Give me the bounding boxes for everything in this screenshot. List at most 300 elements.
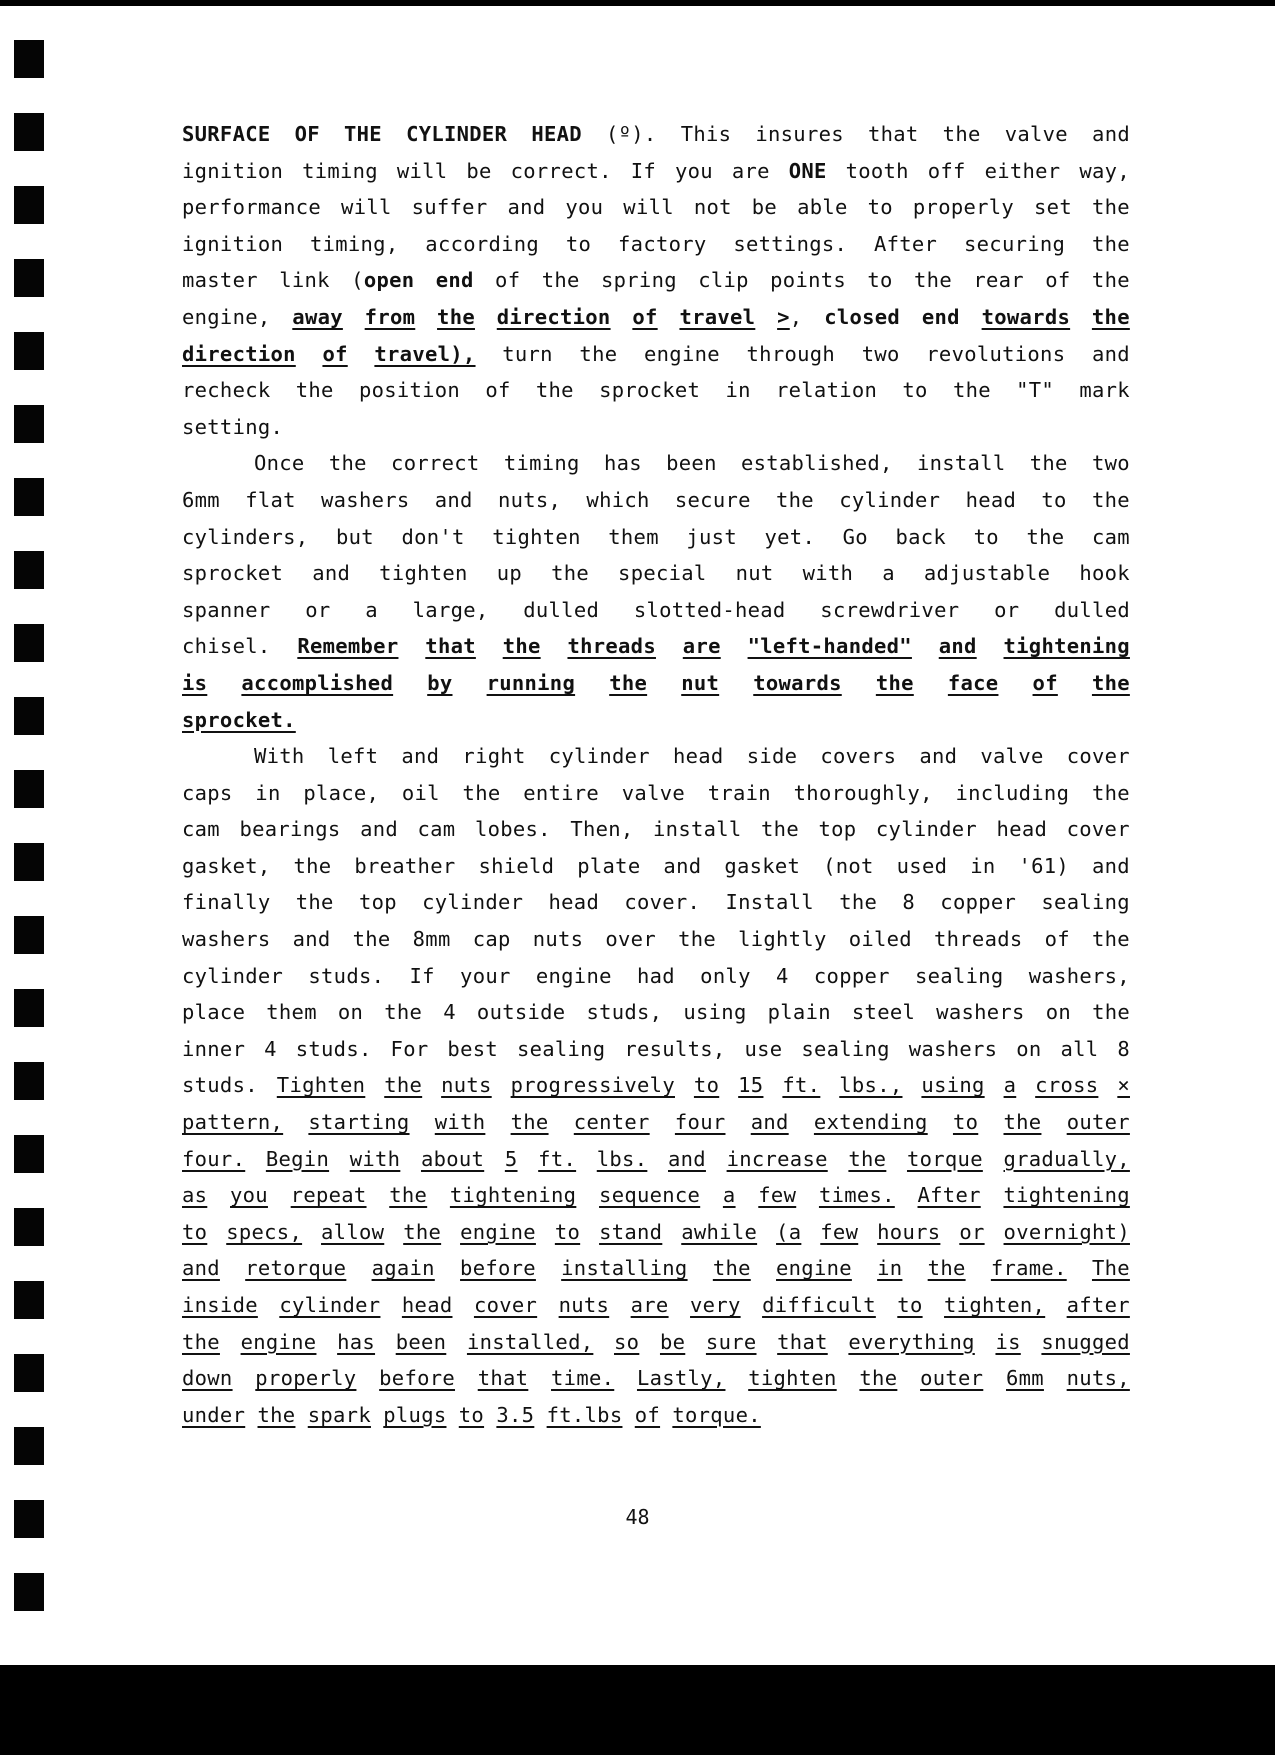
word: extending [813, 1110, 928, 1135]
word: "T" [1016, 378, 1055, 403]
word: has [603, 451, 642, 476]
binding-hole [14, 478, 44, 516]
word: so [614, 1329, 640, 1354]
word: either [984, 158, 1061, 183]
binding-hole [14, 1208, 44, 1246]
word: with [802, 561, 854, 586]
word: With [254, 744, 305, 769]
word: inside [182, 1293, 258, 1317]
word: cap [472, 927, 511, 952]
word: to [952, 1110, 979, 1135]
text-line [182, 738, 1130, 775]
word: the [510, 1110, 549, 1135]
word: that [425, 634, 476, 659]
word: timing, [309, 231, 399, 256]
word: nut [681, 670, 720, 695]
word: (º). [606, 122, 657, 146]
word: "left-handed" [747, 634, 912, 659]
text-line [182, 153, 1130, 190]
word: sprocket. [182, 707, 296, 732]
word: the [352, 927, 391, 952]
word: and [1091, 853, 1130, 878]
scan-bottom-band [0, 1665, 1275, 1755]
word: the [403, 1219, 442, 1244]
word: using [921, 1073, 985, 1098]
word: them [266, 1000, 317, 1025]
word: engine [776, 1256, 852, 1281]
word: ft.lbs [546, 1402, 623, 1427]
word: about [420, 1146, 485, 1171]
word: nuts [441, 1073, 492, 1098]
text-line [182, 189, 1130, 226]
word: the [952, 378, 991, 403]
text-line [182, 775, 1130, 812]
binding-hole [14, 405, 44, 443]
word: stand [599, 1219, 663, 1244]
word: threads [567, 634, 656, 659]
word: >, [777, 304, 803, 329]
text-line [182, 262, 1130, 299]
word: OF [294, 122, 320, 146]
word: torque. [672, 1402, 761, 1427]
word: threads [934, 927, 1023, 952]
binding-hole [14, 1062, 44, 1100]
text-line [182, 1104, 1130, 1141]
page-number: 48 [625, 1505, 650, 1529]
word: train [707, 780, 771, 805]
binding-hole [14, 697, 44, 735]
word: flat [245, 487, 296, 512]
word: clip [698, 268, 749, 293]
word: everything [848, 1329, 975, 1354]
word: the [875, 670, 914, 695]
word: adjustable [923, 561, 1051, 586]
word: relation [776, 378, 878, 403]
binding-hole [14, 916, 44, 954]
text-line [182, 702, 1130, 739]
word: This [680, 122, 732, 146]
word: before [460, 1256, 536, 1281]
word: cylinder [182, 963, 284, 988]
word: the [551, 561, 589, 586]
word: after [1066, 1293, 1130, 1317]
text-line [182, 1250, 1130, 1287]
word: (a [776, 1219, 802, 1244]
word: special [618, 561, 707, 586]
word: nuts, [497, 487, 562, 512]
word: properly [912, 195, 1015, 220]
text-line [182, 482, 1130, 519]
word: plain [767, 1000, 831, 1025]
word: few [820, 1219, 859, 1244]
word: studs, [586, 1000, 663, 1025]
word: After [873, 231, 938, 256]
word: turn [502, 341, 553, 366]
word: the [927, 1256, 966, 1281]
word: installing [561, 1256, 688, 1281]
word: repeat [290, 1183, 367, 1208]
word: to [973, 524, 999, 549]
word: setting. [182, 414, 284, 439]
body-text [182, 116, 1130, 1433]
word: cylinders, [182, 524, 309, 549]
word: to [867, 268, 893, 293]
text-line [182, 1031, 1130, 1068]
word: tightening [1003, 1183, 1130, 1208]
word: you [674, 158, 713, 183]
word: gasket [724, 853, 801, 878]
word: with [349, 1146, 401, 1171]
word: the [1091, 268, 1130, 293]
word: on [1016, 1036, 1042, 1061]
word: entire [523, 780, 600, 805]
word: rear [973, 268, 1024, 293]
binding-hole [14, 843, 44, 881]
word: position [358, 378, 461, 403]
word: HEAD [531, 122, 582, 146]
word: to [1041, 487, 1067, 512]
word: valve [621, 780, 685, 805]
word: slotted-head [633, 597, 786, 622]
word: center [573, 1110, 650, 1135]
word: the [535, 378, 574, 403]
word: the [1091, 780, 1130, 805]
word: snugged [1041, 1329, 1130, 1354]
word: steel [851, 1000, 916, 1025]
word: 4 [443, 1000, 456, 1025]
word: on [337, 1000, 364, 1025]
word: engine [240, 1329, 317, 1354]
word: gradually, [1003, 1146, 1130, 1171]
word: will [341, 195, 392, 220]
word: the [859, 1366, 898, 1391]
word: the [257, 1402, 296, 1427]
word: and [750, 1110, 789, 1135]
word: studs. [308, 963, 385, 988]
word: 8 [1117, 1036, 1130, 1061]
word: the [1091, 670, 1130, 695]
word: is [182, 670, 208, 695]
word: the [761, 817, 799, 842]
word: Install [725, 890, 814, 915]
word: over [605, 927, 656, 952]
word: are [682, 634, 721, 659]
word: direction [182, 341, 296, 366]
word: spring [601, 268, 677, 293]
word: cylinder [875, 817, 978, 842]
word: cam [417, 817, 456, 842]
binding-hole [14, 332, 44, 370]
text-line [182, 519, 1130, 556]
word: are [731, 158, 770, 183]
word: had [636, 963, 675, 988]
comb-binding [0, 0, 40, 1665]
word: washers [908, 1036, 998, 1061]
binding-hole [14, 40, 44, 78]
word: and [919, 744, 958, 769]
word: the [293, 853, 332, 878]
word: direction [496, 304, 611, 329]
binding-hole [14, 1354, 44, 1392]
word: sequence [599, 1183, 701, 1208]
word: has [337, 1329, 376, 1354]
word: and [507, 195, 546, 220]
word: nuts [532, 927, 584, 952]
word: frame. [990, 1256, 1067, 1281]
word: tighten [379, 561, 468, 586]
text-line [182, 848, 1130, 885]
word: cover [1066, 817, 1130, 842]
word: master [182, 268, 258, 293]
word: THE [344, 122, 382, 146]
word: running [486, 670, 576, 695]
word: left [327, 744, 379, 769]
word: cylinder [839, 487, 941, 512]
word: under [182, 1402, 246, 1427]
word: covers [820, 744, 897, 769]
word: on [1045, 1000, 1072, 1025]
word: the [384, 1073, 423, 1098]
word: to [867, 195, 893, 220]
word: overnight) [1003, 1219, 1130, 1244]
word: time. [551, 1366, 615, 1391]
word: progressively [510, 1073, 675, 1098]
word: be [466, 158, 492, 183]
word: using [683, 1000, 747, 1025]
word: torque [906, 1146, 983, 1171]
word: of [632, 304, 658, 329]
word: right [462, 744, 526, 769]
word: in [877, 1256, 903, 1281]
word: the [848, 1146, 887, 1171]
word: nuts [558, 1293, 610, 1317]
word: tighten, [944, 1293, 1046, 1317]
word: of [485, 378, 511, 403]
text-line [182, 921, 1130, 958]
word: two [1091, 451, 1130, 476]
word: ignition [182, 158, 284, 183]
word: off [927, 158, 966, 183]
word: to [458, 1402, 485, 1427]
word: times. [818, 1183, 895, 1208]
word: travel), [374, 341, 476, 366]
word: the [1029, 451, 1068, 476]
word: securing [964, 231, 1066, 256]
word: of [634, 1402, 661, 1427]
word: by [427, 670, 453, 695]
word: ft. [782, 1073, 821, 1098]
word: lobes. [474, 817, 551, 842]
word: breather [354, 853, 456, 878]
word: cylinder [279, 1293, 381, 1317]
word: very [690, 1293, 741, 1317]
word: correct [391, 451, 480, 476]
word: of [495, 268, 521, 293]
word: top [358, 890, 397, 915]
text-line [182, 994, 1130, 1031]
word: cam [182, 817, 220, 842]
text-line [182, 665, 1130, 702]
word: factory [618, 231, 707, 256]
word: Once [254, 451, 305, 476]
text-line [182, 1397, 1130, 1434]
word: your [460, 963, 511, 988]
word: the [389, 1183, 428, 1208]
word: 4 [264, 1036, 277, 1061]
word: cover [473, 1293, 538, 1317]
word: and [938, 634, 977, 659]
word: Begin [265, 1146, 330, 1171]
word: before [379, 1366, 456, 1391]
word: 6mm [1006, 1366, 1044, 1391]
word: specs, [226, 1219, 303, 1244]
word: top [818, 817, 857, 842]
word: and [1092, 122, 1130, 146]
word: lbs., [839, 1073, 903, 1098]
text-line [182, 1324, 1130, 1361]
word: nut [735, 561, 774, 586]
word: head [965, 487, 1017, 512]
word: the [1003, 1110, 1042, 1135]
word: travel [679, 304, 756, 329]
word: starting [308, 1110, 410, 1135]
word: timing [503, 451, 580, 476]
word: of [1044, 927, 1070, 952]
text-line [182, 226, 1130, 263]
word: sealing [1041, 890, 1130, 915]
word: valve [980, 744, 1044, 769]
word: outer [920, 1366, 984, 1391]
word: but [335, 524, 374, 549]
word: sealing [516, 1036, 606, 1061]
word: of [1045, 268, 1071, 293]
word: ignition [182, 231, 284, 256]
word: copper [940, 890, 1017, 915]
word: difficult [762, 1293, 876, 1317]
word: the [678, 927, 716, 952]
word: engine [535, 963, 612, 988]
word: the [1091, 231, 1130, 256]
binding-hole [14, 186, 44, 224]
word: or [959, 1219, 985, 1244]
word: Remember [297, 634, 399, 659]
word: the [502, 634, 541, 659]
word: the [1091, 304, 1130, 329]
word: tighten [748, 1366, 837, 1391]
word: the [712, 1256, 751, 1281]
binding-hole [14, 770, 44, 808]
word: place, [303, 780, 380, 805]
text-line [182, 958, 1130, 995]
word: 6mm [182, 487, 220, 512]
word: dulled [523, 597, 600, 622]
text-line [182, 1177, 1130, 1214]
word: studs. [182, 1073, 258, 1098]
word: installed, [466, 1329, 594, 1354]
text-line [182, 592, 1130, 629]
word: and [182, 1256, 220, 1281]
word: back [895, 524, 947, 549]
text-line [182, 445, 1130, 482]
word: the [384, 1000, 423, 1025]
word: mark [1079, 378, 1130, 403]
word: and [292, 927, 331, 952]
word: sprocket [599, 378, 701, 403]
word: four [674, 1110, 726, 1135]
text-line [182, 372, 1130, 409]
word: sealing [801, 1036, 890, 1061]
word: face [947, 670, 999, 695]
text-line [182, 1214, 1130, 1251]
word: insures [755, 122, 844, 146]
text-line [182, 1360, 1130, 1397]
word: lightly [738, 927, 827, 952]
word: closed [824, 304, 901, 329]
word: are [630, 1293, 669, 1317]
word: used [896, 853, 948, 878]
word: and [668, 1146, 706, 1171]
word: Lastly, [636, 1366, 726, 1391]
word: oil [401, 780, 440, 805]
word: use [744, 1036, 783, 1061]
word: a [882, 561, 895, 586]
word: (not [823, 853, 874, 878]
word: place [182, 1000, 246, 1025]
word: the [541, 268, 580, 293]
word: the [914, 268, 952, 293]
word: tightening [1003, 634, 1130, 659]
word: in [255, 780, 281, 805]
binding-hole [14, 989, 44, 1027]
word: retorque [245, 1256, 347, 1281]
word: head [548, 890, 600, 915]
word: that [777, 1329, 828, 1354]
word: oiled [848, 927, 912, 952]
word: Tighten [276, 1073, 366, 1098]
word: points [770, 268, 847, 293]
word: If [409, 963, 435, 988]
text-line [182, 884, 1130, 921]
word: towards [753, 670, 842, 695]
word: from [364, 304, 416, 329]
word: with [434, 1110, 486, 1135]
word: awhile [681, 1219, 758, 1244]
word: caps [182, 780, 233, 805]
word: gasket, [182, 853, 271, 878]
word: engine [460, 1219, 536, 1244]
word: that [477, 1366, 529, 1391]
text-line [182, 116, 1130, 153]
word: CYLINDER [406, 122, 508, 146]
word: up [496, 561, 523, 586]
word: large, [412, 597, 489, 622]
word: again [371, 1256, 435, 1281]
word: cross [1035, 1073, 1099, 1098]
word: cylinder [422, 890, 524, 915]
binding-hole [14, 1281, 44, 1319]
word: The [1091, 1256, 1130, 1281]
word: After [917, 1183, 981, 1208]
word: cylinder [548, 744, 650, 769]
word: engine, [182, 304, 271, 329]
word: plugs [383, 1402, 447, 1427]
word: suffer [411, 195, 488, 220]
word: 4 [776, 963, 789, 988]
word: two [861, 341, 900, 366]
word: ft. [538, 1146, 577, 1171]
word: '61) [1018, 853, 1070, 878]
word: ONE [788, 158, 827, 183]
